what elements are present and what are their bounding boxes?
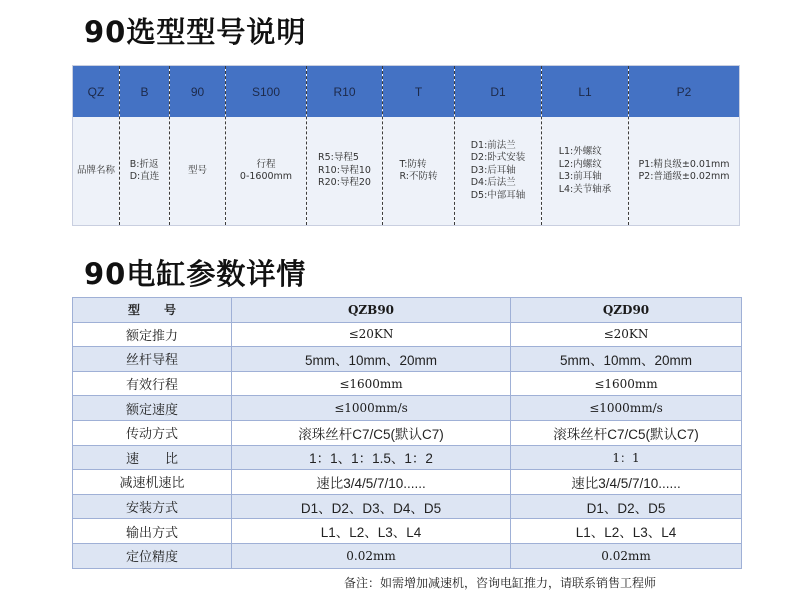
code-header: T xyxy=(383,66,454,117)
parameter-table xyxy=(72,297,742,569)
row-value-qzb90: 0.02mm xyxy=(232,543,511,568)
row-value-qzb90: 滚珠丝杆C7/C5(默认C7) xyxy=(232,420,511,445)
code-column-structure xyxy=(119,66,169,225)
table-row xyxy=(73,322,742,347)
code-column-anti-rotation xyxy=(382,66,454,225)
row-value-qzb90: 5mm、10mm、20mm xyxy=(232,347,511,372)
row-label: 输出方式 xyxy=(73,519,232,544)
table-row xyxy=(73,347,742,372)
parameters-title: 90电缸参数详情 xyxy=(84,257,307,291)
row-value-qzd90: 5mm、10mm、20mm xyxy=(511,347,742,372)
table-row xyxy=(73,470,742,495)
code-column-output xyxy=(541,66,628,225)
row-value-qzd90: ≤1600mm xyxy=(511,371,742,396)
row-label: 额定速度 xyxy=(73,396,232,421)
row-value-qzd90: 速比3/4/5/7/10...... xyxy=(511,470,742,495)
table-row xyxy=(73,396,742,421)
code-column-stroke xyxy=(225,66,306,225)
code-column-lead xyxy=(306,66,382,225)
table-header-row xyxy=(73,298,742,323)
header-model-qzb90: QZB90 xyxy=(232,298,511,323)
row-label: 传动方式 xyxy=(73,420,232,445)
table-row xyxy=(73,519,742,544)
code-column-model xyxy=(169,66,225,225)
row-value-qzd90: 1：1 xyxy=(511,445,742,470)
code-column-precision xyxy=(628,66,739,225)
code-header: P2 xyxy=(629,66,739,117)
row-value-qzd90: ≤1000mm/s xyxy=(511,396,742,421)
code-header: S100 xyxy=(226,66,306,117)
model-code-table xyxy=(72,65,740,226)
code-column-mounting xyxy=(454,66,541,225)
code-desc: B:折返 D:直连 xyxy=(129,158,160,182)
row-value-qzb90: L1、L2、L3、L4 xyxy=(232,519,511,544)
code-header: B xyxy=(120,66,169,117)
code-desc: T:防转 R:不防转 xyxy=(399,158,438,182)
table-row xyxy=(73,494,742,519)
code-header: R10 xyxy=(307,66,382,117)
row-value-qzb90: D1、D2、D3、D4、D5 xyxy=(232,494,511,519)
table-row xyxy=(73,371,742,396)
row-value-qzd90: 滚珠丝杆C7/C5(默认C7) xyxy=(511,420,742,445)
code-desc: L1:外螺纹 L2:内螺纹 L3:前耳轴 L4:关节轴承 xyxy=(558,146,612,195)
row-label: 有效行程 xyxy=(73,371,232,396)
row-value-qzb90: 速比3/4/5/7/10...... xyxy=(232,470,511,495)
row-label: 丝杆导程 xyxy=(73,347,232,372)
code-header: D1 xyxy=(455,66,541,117)
row-value-qzb90: ≤20KN xyxy=(232,322,511,347)
row-value-qzd90: L1、L2、L3、L4 xyxy=(511,519,742,544)
row-value-qzb90: ≤1600mm xyxy=(232,371,511,396)
model-code-title: 90选型型号说明 xyxy=(84,15,307,49)
row-value-qzb90: 1：1、1：1.5、1：2 xyxy=(232,445,511,470)
row-label: 定位精度 xyxy=(73,543,232,568)
row-label: 减速机速比 xyxy=(73,470,232,495)
code-header: L1 xyxy=(542,66,628,117)
code-desc: 型号 xyxy=(187,164,207,176)
table-row xyxy=(73,420,742,445)
row-value-qzd90: D1、D2、D5 xyxy=(511,494,742,519)
header-label: 型 号 xyxy=(73,298,232,323)
code-desc: 品牌名称 xyxy=(76,164,115,176)
row-value-qzd90: 0.02mm xyxy=(511,543,742,568)
code-column-brand xyxy=(73,66,119,225)
row-value-qzb90: ≤1000mm/s xyxy=(232,396,511,421)
code-desc: 行程 0-1600mm xyxy=(239,158,293,182)
table-row xyxy=(73,543,742,568)
table-row xyxy=(73,445,742,470)
footnote: 备注：如需增加减速机，咨询电缸推力，请联系销售工程师 xyxy=(344,576,657,590)
row-value-qzd90: ≤20KN xyxy=(511,322,742,347)
row-label: 安装方式 xyxy=(73,494,232,519)
code-desc: D1:前法兰 D2:卧式安装 D3:后耳轴 D4:后法兰 D5:中部耳轴 xyxy=(470,139,526,201)
row-label: 额定推力 xyxy=(73,322,232,347)
code-desc: P1:精良级±0.01mm P2:普通级±0.02mm xyxy=(638,158,730,182)
row-label: 速 比 xyxy=(73,445,232,470)
code-header: QZ xyxy=(73,66,119,117)
code-header: 90 xyxy=(170,66,225,117)
header-model-qzd90: QZD90 xyxy=(511,298,742,323)
code-desc: R5:导程5 R10:导程10 R20:导程20 xyxy=(318,152,371,189)
